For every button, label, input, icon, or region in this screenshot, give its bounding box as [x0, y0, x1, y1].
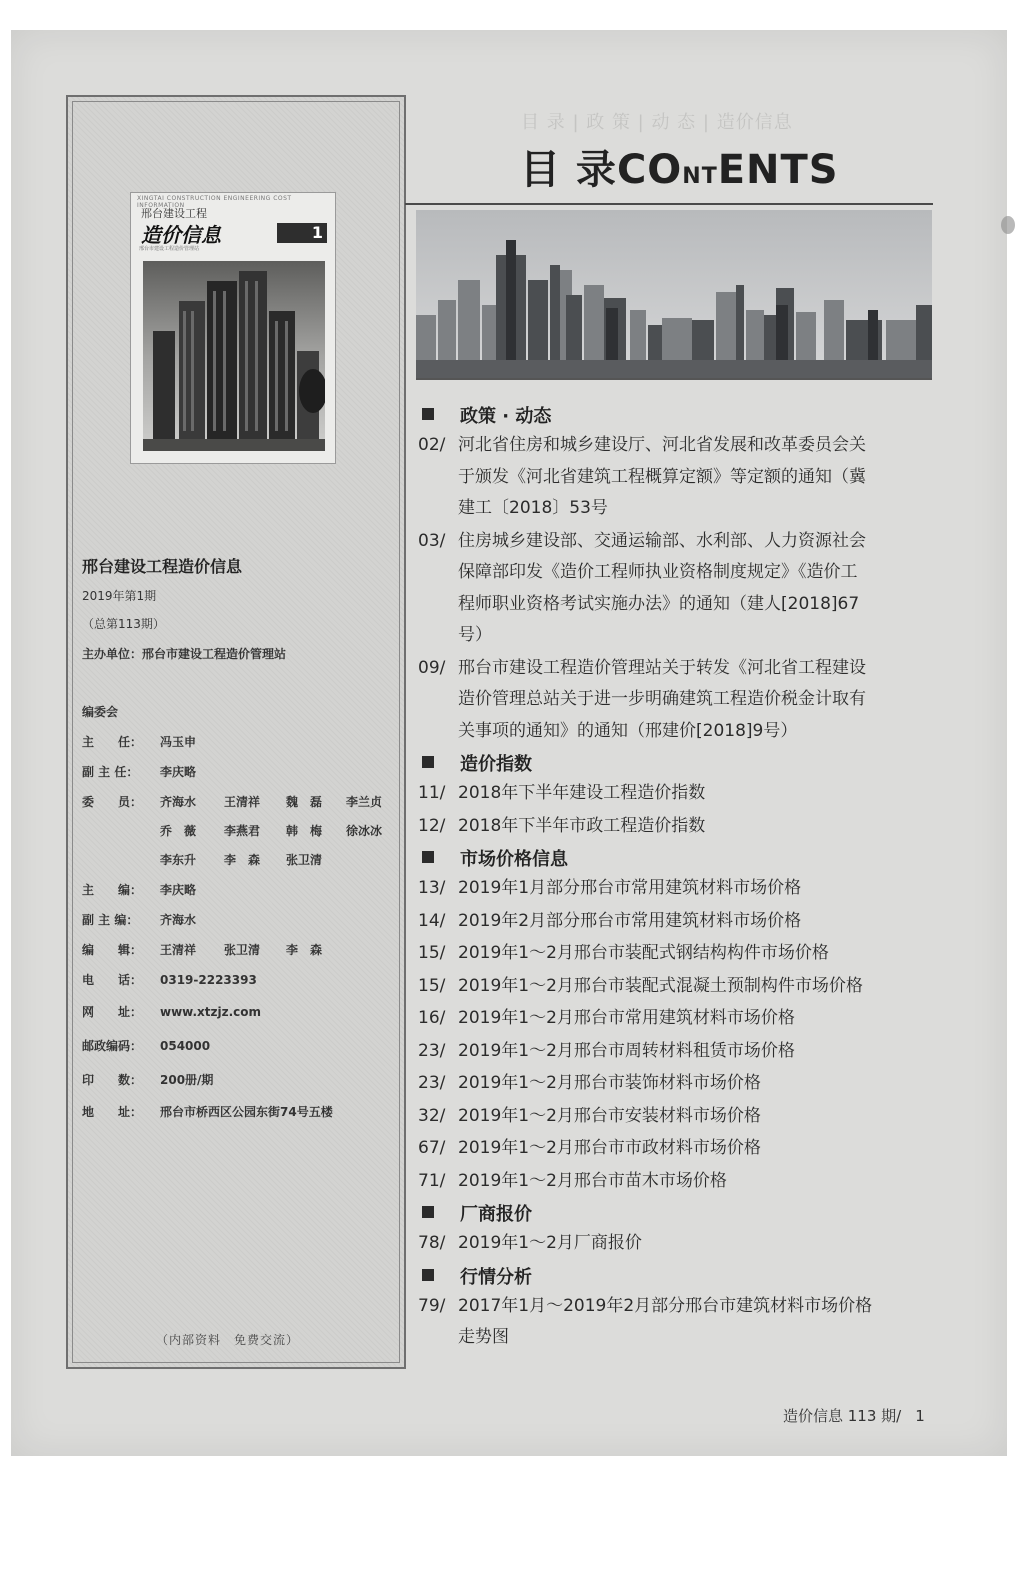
sponsor-label: 主办单位：: [82, 647, 143, 661]
contents-list: [418, 400, 938, 1355]
member-name: 韩 梅: [286, 824, 323, 838]
total-issue-line: （总第113期）: [82, 617, 165, 631]
member-name: 李兰贞: [346, 795, 383, 809]
sponsor-line: [82, 645, 286, 662]
cover-top-line: XINGTAI CONSTRUCTION ENGINEERING COST INFORMATION: [137, 195, 292, 209]
page-number: 13/: [418, 878, 446, 898]
bullet-square-icon: [422, 408, 434, 420]
entry-line: 造价管理总站关于进一步明确建筑工程造价税金计取有: [458, 689, 866, 709]
entry-line: 住房城乡建设部、交通运输部、水利部、人力资源社会: [458, 530, 866, 551]
title-nt: NT: [682, 164, 718, 189]
director-line: [82, 733, 196, 750]
title-co: CO: [616, 147, 683, 193]
member-name: 齐海水: [160, 795, 197, 809]
bullet-square-icon: [422, 1269, 434, 1281]
masthead-panel: [66, 95, 406, 1369]
page-number: 79/: [418, 1295, 446, 1316]
toc-entry[interactable]: [418, 1003, 938, 1035]
footer-page-number: 1: [915, 1407, 925, 1425]
entry-line: 2019年1～2月邢台市苗木市场价格: [458, 1170, 727, 1191]
print-count-label: 印 数：: [82, 1073, 143, 1087]
member-name: 李 森: [224, 853, 261, 867]
phone-line: [82, 971, 257, 988]
skyline-image: [416, 210, 932, 378]
phone-label: 电 话：: [82, 973, 143, 987]
section-heading: [418, 1261, 938, 1291]
page-number: 14/: [418, 910, 446, 931]
entry-line: 于颁发《河北省建筑工程概算定额》等定额的通知（冀: [458, 466, 866, 487]
address-label: 地 址：: [82, 1105, 143, 1119]
deputy-editor-label: 副 主 编：: [82, 913, 139, 927]
page-number: 15/: [418, 943, 446, 963]
entry-line: 走势图: [458, 1327, 509, 1347]
members-label-text: 委 员：: [82, 795, 143, 809]
page-footer: [783, 1405, 925, 1426]
deputy-director-value: 李庆略: [160, 765, 197, 779]
director-value: 冯玉申: [160, 735, 197, 749]
editor-value: 李庆略: [160, 883, 197, 897]
entry-line: 2019年1～2月邢台市安装材料市场价格: [458, 1105, 761, 1126]
page-number: 32/: [418, 1105, 446, 1126]
toc-entry[interactable]: [418, 873, 938, 905]
entry-line: 2019年1～2月邢台市常用建筑材料市场价格: [458, 1008, 795, 1028]
member-name: 徐冰冰: [346, 824, 383, 838]
toc-entry[interactable]: [418, 1166, 938, 1198]
toc-entry[interactable]: [418, 1036, 938, 1068]
website-value: www.xtzjz.com: [160, 1005, 262, 1019]
entry-line: 邢台市建设工程造价管理站关于转发《河北省工程建设: [458, 657, 866, 678]
sponsor-value: 邢台市建设工程造价管理站: [142, 647, 287, 661]
internal-use-note: （内部资料 免费交流）: [156, 1333, 300, 1347]
toc-entry[interactable]: [418, 811, 938, 843]
page-number: 11/: [418, 783, 446, 803]
cover-title: 造价信息: [141, 223, 221, 247]
editor-name: 王清祥: [160, 943, 197, 957]
entry-line: 2018年下半年市政工程造价指数: [458, 815, 706, 836]
page-number: 03/: [418, 530, 446, 551]
member-name: 张卫清: [286, 853, 323, 867]
editors-line: [82, 941, 160, 958]
footer-label: 造价信息 113 期/: [783, 1407, 902, 1425]
cover-thumbnail: [130, 192, 336, 464]
postcode-line: [82, 1037, 210, 1054]
issue-line: 2019年第1期: [82, 589, 157, 603]
entry-line: 2019年1～2月厂商报价: [458, 1233, 642, 1253]
deputy-editor-value: 齐海水: [160, 913, 197, 927]
section-heading: [418, 748, 938, 778]
member-name: 李燕君: [224, 824, 261, 838]
entry-line: 程师职业资格考试实施办法》的通知（建人[2018]67: [458, 593, 860, 614]
toc-entry[interactable]: [418, 430, 938, 525]
entry-line: 号）: [458, 625, 492, 645]
entry-line: 2019年1～2月邢台市装配式钢结构构件市场价格: [458, 943, 829, 963]
cover-skyscraper-image: [143, 261, 325, 451]
website-line: [82, 1003, 261, 1020]
toc-entry[interactable]: [418, 526, 938, 652]
address-line: [82, 1103, 333, 1120]
postcode-value: 054000: [160, 1039, 211, 1053]
toc-entry[interactable]: [418, 906, 938, 938]
entry-line: 河北省住房和城乡建设厅、河北省发展和改革委员会关: [458, 435, 866, 455]
toc-entry[interactable]: [418, 938, 938, 970]
editor-name: 李 森: [286, 943, 323, 957]
entry-line: 2018年下半年建设工程造价指数: [458, 783, 706, 803]
member-name: 乔 薇: [160, 824, 197, 838]
committee-heading: 编委会: [82, 705, 119, 719]
phone-value: 0319-2223393: [160, 973, 257, 987]
toc-entry[interactable]: [418, 653, 938, 748]
title-rule: [405, 203, 933, 205]
bullet-square-icon: [422, 1206, 434, 1218]
director-label: 主 任：: [82, 735, 143, 749]
bleed-through-header: 目 录 | 政 策 | 动 态 | 造价信息: [521, 112, 793, 133]
page-number: 71/: [418, 1170, 446, 1191]
page-number: 23/: [418, 1073, 446, 1093]
editor-line: [82, 881, 196, 898]
entry-line: 关事项的通知》的通知（邢建价[2018]9号）: [458, 720, 798, 741]
page-number: 16/: [418, 1008, 446, 1028]
section-heading: [418, 1198, 938, 1228]
page-number: 67/: [418, 1138, 446, 1158]
entry-line: 2019年1～2月邢台市周转材料租赁市场价格: [458, 1040, 795, 1061]
paper-mark: [1001, 216, 1015, 234]
member-name: 李东升: [160, 853, 197, 867]
title-chinese: 目 录: [520, 147, 617, 193]
cover-photo: [143, 261, 325, 451]
page-number: 78/: [418, 1233, 446, 1253]
entry-line: 保障部印发《造价工程师执业资格制度规定》《造价工: [458, 562, 858, 582]
editor-label: 主 编：: [82, 883, 143, 897]
page-number: 09/: [418, 657, 446, 678]
entry-line: 2019年1～2月邢台市市政材料市场价格: [458, 1138, 761, 1158]
page-number: 12/: [418, 815, 446, 836]
website-label: 网 址：: [82, 1005, 143, 1019]
section-title: 厂商报价: [460, 1204, 532, 1225]
toc-entry[interactable]: [418, 1133, 938, 1165]
section-title: 造价指数: [460, 754, 532, 775]
page-number: 02/: [418, 435, 446, 455]
deputy-director-label: 副 主 任：: [82, 765, 139, 779]
deputy-editor-line: [82, 911, 196, 928]
toc-entry[interactable]: [418, 971, 938, 1003]
page-number: 15/: [418, 975, 446, 996]
toc-entry[interactable]: [418, 1291, 938, 1354]
print-count-value: 200册/期: [160, 1073, 214, 1087]
section-heading: [418, 843, 938, 873]
toc-entry[interactable]: [418, 778, 938, 810]
magazine-name: 邢台建设工程造价信息: [82, 557, 243, 576]
address-value: 邢台市桥西区公园东街74号五楼: [160, 1105, 333, 1119]
title-ents: ENTS: [717, 147, 839, 193]
cover-subtitle: 邢台建设工程: [141, 207, 207, 220]
entry-line: 建工〔2018〕53号: [458, 498, 608, 518]
page-number: 23/: [418, 1040, 446, 1061]
entry-line: 2017年1月～2019年2月部分邢台市建筑材料市场价格: [458, 1295, 873, 1316]
members-label: [82, 793, 160, 810]
deputy-director-line: [82, 763, 196, 780]
section-heading: [418, 400, 938, 430]
cover-tagline: 邢台市建设工程造价管理站: [139, 246, 200, 252]
editor-name: 张卫清: [224, 943, 261, 957]
cover-issue-number: 1: [277, 223, 327, 243]
member-name: 魏 磊: [286, 795, 323, 809]
entry-line: 2019年1～2月邢台市装饰材料市场价格: [458, 1073, 761, 1093]
section-title: 市场价格信息: [460, 849, 568, 870]
toc-entry[interactable]: [418, 1228, 938, 1260]
contents-title: [520, 138, 839, 195]
bullet-square-icon: [422, 756, 434, 768]
section-title: 行情分析: [460, 1266, 532, 1288]
city-skyline-banner: [416, 210, 932, 380]
entry-line: 2019年1月部分邢台市常用建筑材料市场价格: [458, 878, 802, 898]
postcode-label: 邮政编码：: [82, 1039, 143, 1053]
toc-entry[interactable]: [418, 1068, 938, 1100]
bullet-square-icon: [422, 851, 434, 863]
entry-line: 2019年1～2月邢台市装配式混凝土预制构件市场价格: [458, 975, 863, 996]
member-name: 王清祥: [224, 795, 261, 809]
section-title: 政策 · 动态: [460, 406, 552, 427]
print-count-line: [82, 1071, 213, 1088]
toc-entry[interactable]: [418, 1101, 938, 1133]
entry-line: 2019年2月部分邢台市常用建筑材料市场价格: [458, 910, 802, 931]
editors-label: 编 辑：: [82, 943, 143, 957]
